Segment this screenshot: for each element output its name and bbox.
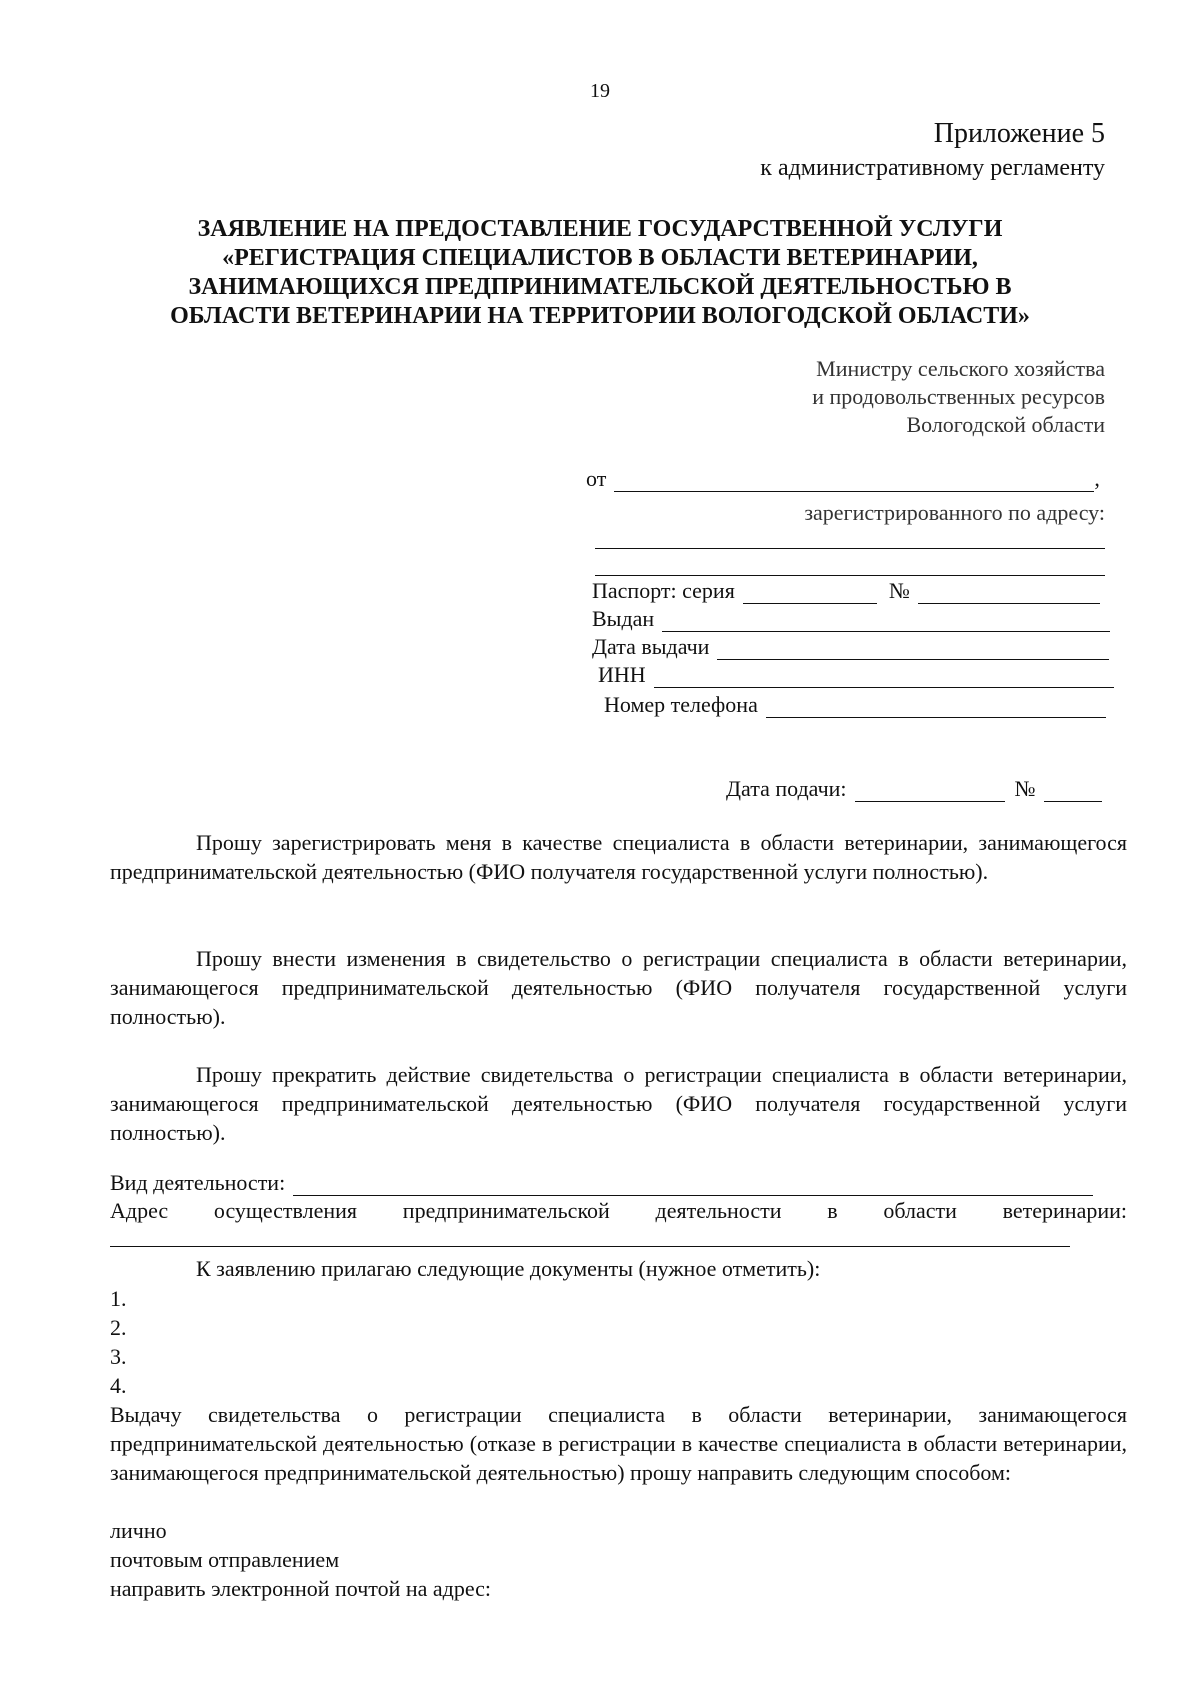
activity-type-field[interactable] — [293, 1173, 1093, 1196]
passport-row — [592, 578, 1100, 604]
activity-address-field[interactable] — [110, 1246, 1070, 1247]
activity-address-label: Адрес осуществления предпринимательской деятельности в области ветеринарии: — [110, 1198, 1127, 1223]
request-register-text: Прошу зарегистрировать меня в качестве специалиста в области ветеринарии, занимающегося предпринимательской деятельностью (ФИО получателя государственной услуги полностью). — [110, 830, 1127, 884]
request-amend — [110, 944, 1127, 1031]
from-row — [586, 466, 1100, 492]
appendix-subtitle: к административному регламенту — [760, 155, 1105, 181]
issue-date-row — [592, 634, 1109, 660]
attachment-item-3: 3. — [110, 1344, 127, 1369]
phone-field[interactable] — [766, 695, 1106, 718]
addressee-line-1: Министру сельского хозяйства — [816, 356, 1105, 381]
heading-line-2: «РЕГИСТРАЦИЯ СПЕЦИАЛИСТОВ В ОБЛАСТИ ВЕТЕРИНАРИИ, — [222, 245, 978, 271]
address-line-1[interactable] — [595, 548, 1105, 549]
attachments-list — [110, 1284, 127, 1400]
delivery-option-post[interactable]: почтовым отправлением — [110, 1547, 340, 1572]
phone-row — [604, 692, 1106, 718]
inn-field[interactable] — [654, 665, 1114, 688]
page-number: 19 — [590, 80, 610, 102]
attachments-intro: К заявлению прилагаю следующие документы (нужное отметить): — [196, 1256, 821, 1281]
addressee-line-2: и продовольственных ресурсов — [812, 384, 1105, 409]
appendix-title: Приложение 5 — [933, 118, 1105, 149]
passport-number-sign: № — [888, 578, 910, 603]
document-heading — [140, 215, 1060, 331]
inn-row — [598, 662, 1114, 688]
activity-type-row — [110, 1170, 1093, 1196]
inn-label: ИНН — [598, 662, 646, 687]
passport-series-label: Паспорт: серия — [592, 578, 735, 603]
issue-date-field[interactable] — [717, 637, 1109, 660]
delivery-option-email[interactable]: направить электронной почтой на адрес: — [110, 1576, 492, 1601]
from-field[interactable] — [614, 469, 1094, 492]
delivery-option-in-person[interactable]: лично — [110, 1518, 167, 1543]
passport-number-field[interactable] — [918, 581, 1100, 604]
issued-label: Выдан — [592, 606, 655, 631]
from-comma: , — [1094, 466, 1100, 491]
delivery-request — [110, 1400, 1127, 1487]
submission-number-sign: № — [1014, 776, 1036, 801]
phone-label: Номер телефона — [604, 692, 758, 717]
from-label: от — [586, 466, 607, 491]
issued-field[interactable] — [662, 609, 1110, 632]
submission-row — [726, 776, 1102, 802]
address-line-2[interactable] — [595, 575, 1105, 576]
registered-address-label: зарегистрированного по адресу: — [804, 500, 1105, 525]
request-register — [110, 828, 1127, 886]
submission-date-field[interactable] — [855, 779, 1005, 802]
heading-line-1: ЗАЯВЛЕНИЕ НА ПРЕДОСТАВЛЕНИЕ ГОСУДАРСТВЕННОЙ УСЛУГИ — [197, 216, 1003, 242]
request-terminate-text: Прошу прекратить действие свидетельства о регистрации специалиста в области ветеринарии, занимающегося предпринимательской деятельностью (ФИО получателя государственной услуги полностью). — [110, 1062, 1127, 1145]
submission-date-label: Дата подачи: — [726, 776, 847, 801]
delivery-options — [110, 1516, 491, 1603]
attachment-item-1: 1. — [110, 1286, 127, 1311]
issue-date-label: Дата выдачи — [592, 634, 710, 659]
request-amend-text: Прошу внести изменения в свидетельство о регистрации специалиста в области ветеринарии, занимающегося предпринимательской деятельностью (ФИО получателя государственной услуги полностью). — [110, 946, 1127, 1029]
addressee-line-3: Вологодской области — [906, 412, 1105, 437]
addressee-block — [812, 355, 1105, 439]
request-terminate — [110, 1060, 1127, 1147]
submission-number-field[interactable] — [1044, 779, 1102, 802]
activity-address-row — [110, 1196, 1127, 1225]
heading-line-3: ЗАНИМАЮЩИХСЯ ПРЕДПРИНИМАТЕЛЬСКОЙ ДЕЯТЕЛЬНОСТЬЮ В — [188, 274, 1012, 300]
issued-row — [592, 606, 1110, 632]
attachment-item-2: 2. — [110, 1315, 127, 1340]
passport-series-field[interactable] — [743, 581, 877, 604]
activity-type-label: Вид деятельности: — [110, 1170, 286, 1195]
heading-line-4: ОБЛАСТИ ВЕТЕРИНАРИИ НА ТЕРРИТОРИИ ВОЛОГОДСКОЙ ОБЛАСТИ» — [170, 303, 1030, 329]
attachment-item-4: 4. — [110, 1373, 127, 1398]
delivery-text: Выдачу свидетельства о регистрации специалиста в области ветеринарии, занимающегося предпринимательской деятельностью (отказе в регистрации в качестве специалиста в области ветеринарии, занимающегося предпринимательской деятельностью) прошу направить следующим способом: — [110, 1402, 1127, 1485]
